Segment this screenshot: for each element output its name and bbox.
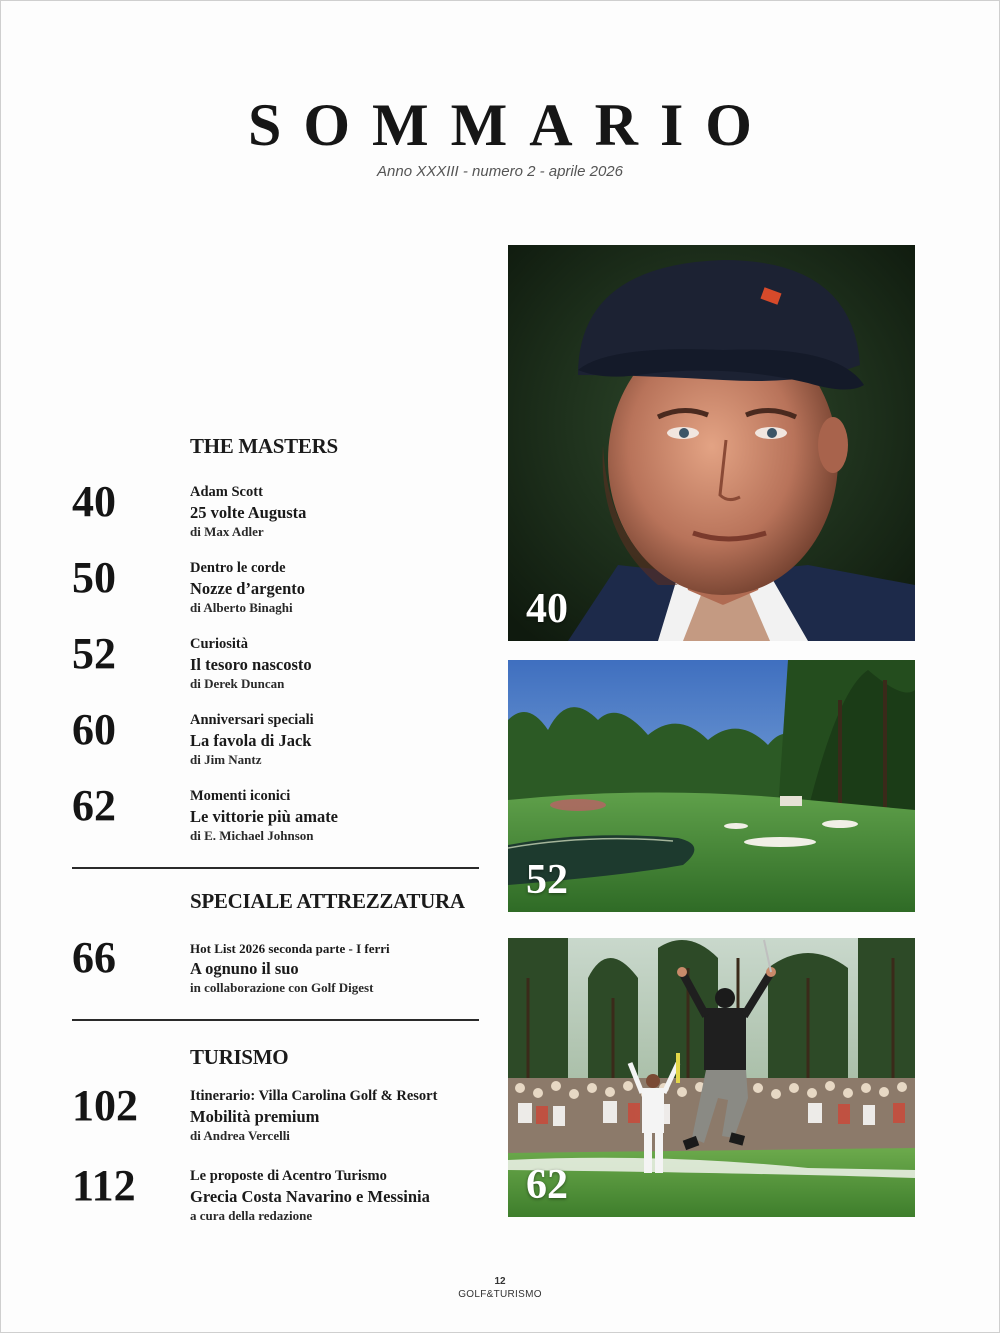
toc-entry[interactable] — [72, 553, 482, 619]
page-title: SOMMARIO — [248, 92, 774, 158]
entry-headline: Il tesoro nascosto — [190, 655, 312, 674]
entry-kicker: Curiosità — [190, 636, 248, 652]
entry-page-number: 62 — [72, 781, 116, 830]
toc-entry[interactable] — [72, 477, 482, 543]
entry-headline: Le vittorie più amate — [190, 807, 339, 826]
entry-kicker: Momenti iconici — [190, 788, 291, 804]
entry-kicker: Itinerario: Villa Carolina Golf & Resort — [190, 1088, 438, 1104]
course-image — [508, 660, 915, 912]
photo-course[interactable] — [508, 660, 915, 912]
entry-headline: 25 volte Augusta — [190, 503, 307, 522]
issue-line: Anno XXXIII - numero 2 - aprile 2026 — [377, 163, 623, 180]
entry-headline: Nozze d’argento — [190, 579, 306, 598]
toc-entry[interactable] — [72, 781, 482, 847]
entry-headline: Grecia Costa Navarino e Messinia — [190, 1187, 430, 1206]
table-of-contents — [0, 0, 490, 1333]
entry-byline: di E. Michael Johnson — [190, 828, 314, 843]
entry-byline: di Max Adler — [190, 524, 264, 539]
toc-entry[interactable] — [72, 629, 482, 695]
entry-page-number: 52 — [72, 629, 116, 678]
entry-kicker: Adam Scott — [190, 484, 263, 500]
entry-kicker: Dentro le corde — [190, 560, 286, 576]
entry-page-number: 112 — [72, 1161, 136, 1210]
entry-page-number: 50 — [72, 553, 116, 602]
photo-celebration[interactable] — [508, 938, 915, 1217]
entry-kicker: Le proposte di Acentro Turismo — [190, 1168, 387, 1184]
entry-page-number: 66 — [72, 933, 116, 982]
section-divider — [72, 867, 479, 869]
entry-kicker: Anniversari speciali — [190, 712, 314, 728]
entry-byline: di Alberto Binaghi — [190, 600, 293, 615]
toc-entry[interactable] — [72, 933, 482, 999]
entry-headline: Mobilità premium — [190, 1107, 320, 1126]
folio-page-number: 12 — [494, 1276, 506, 1287]
entry-kicker: Hot List 2026 seconda parte - I ferri — [190, 941, 390, 956]
celebration-image — [508, 938, 915, 1217]
entry-page-number: 102 — [72, 1081, 138, 1130]
folio-brand: GOLF&TURISMO — [458, 1289, 542, 1300]
entry-headline: A ognuno il suo — [190, 959, 299, 978]
section-title-masters: THE MASTERS — [190, 434, 338, 458]
photo-portrait[interactable] — [508, 245, 915, 641]
section-title-turismo: TURISMO — [190, 1045, 289, 1069]
photo-page-badge: 62 — [526, 1162, 568, 1208]
entry-byline: a cura della redazione — [190, 1208, 313, 1223]
page-footer — [0, 1276, 1000, 1301]
toc-entry[interactable] — [72, 1081, 482, 1147]
entry-byline: di Derek Duncan — [190, 676, 285, 691]
entry-byline: di Jim Nantz — [190, 752, 262, 767]
photo-page-badge: 40 — [526, 586, 568, 632]
entry-headline: La favola di Jack — [190, 731, 312, 750]
entry-byline: di Andrea Vercelli — [190, 1128, 290, 1143]
section-divider — [72, 1019, 479, 1021]
entry-byline: in collaborazione con Golf Digest — [190, 980, 374, 995]
toc-entry[interactable] — [72, 705, 482, 771]
toc-entry[interactable] — [72, 1161, 482, 1227]
photo-page-badge: 52 — [526, 857, 568, 903]
section-title-attrezzatura: SPECIALE ATTREZZATURA — [190, 889, 465, 913]
entry-page-number: 60 — [72, 705, 116, 754]
entry-page-number: 40 — [72, 477, 116, 526]
portrait-image — [508, 245, 915, 641]
